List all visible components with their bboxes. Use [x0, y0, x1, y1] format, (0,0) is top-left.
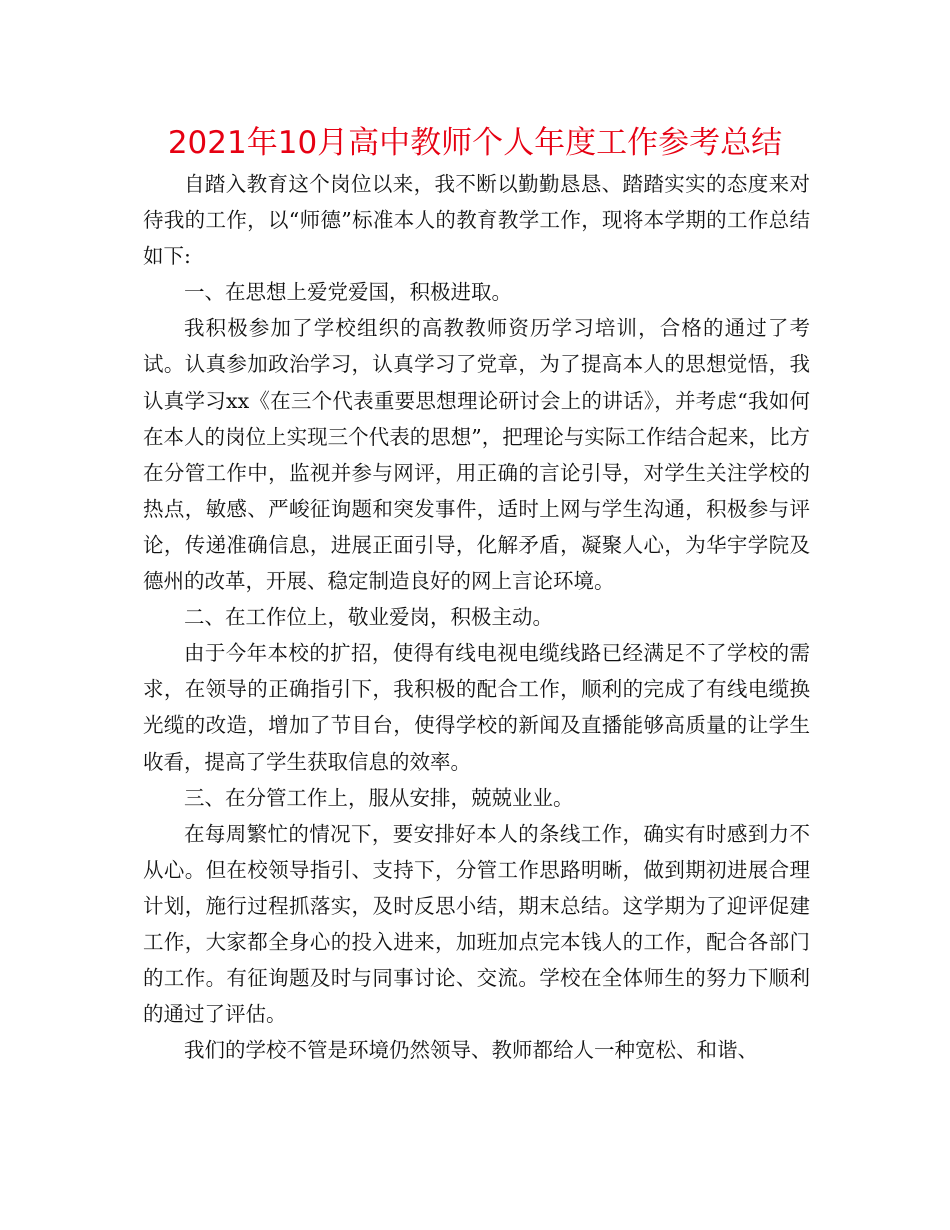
section-heading-3: 三、在分管工作上，服从安排，兢兢业业。 — [184, 785, 574, 810]
paragraph-intro: 自踏入教育这个岗位以来，我不断以勤勤恳恳、踏踏实实的态度来对待我的工作，以“师德”标准本人的教育教学工作，现将本学期的工作总结如下: — [143, 172, 810, 269]
paragraph-section-2: 由于今年本校的扩招，使得有线电视电缆线路已经满足不了学校的需求，在领导的正确指引下，我积极的配合工作，顺利的完成了有线电缆换光缆的改造，增加了节目台，使得学校的新闻及直播能够高质量的让学生收看，提高了学生获取信息的效率。 — [143, 641, 810, 774]
paragraph-section-1: 我积极参加了学校组织的高教教师资历学习培训，合格的通过了考试。认真参加政治学习，认真学习了党章，为了提高本人的思想觉悟，我认真学习xx《在三个代表重要思想理论研讨会上的讲话》，并考虑“我如何在本人的岗位上实现三个代表的思想”，把理论与实际工作结合起来，比方在分管工作中，监视并参与网评，用正确的言论引导，对学生关注学校的热点，敏感、严峻征询题和突发事件，适时上网与学生沟通，积极参与评论，传递准确信息，进展正面引导，化解矛盾，凝聚人心，为华宇学院及德州的改革，开展、稳定制造良好的网上言论环境。 — [143, 316, 810, 594]
document-title: 2021年10月高中教师个人年度工作参考总结 — [167, 125, 783, 161]
paragraph-closing: 我们的学校不管是环境仍然领导、教师都给人一种宽松、和谐、 — [184, 1038, 758, 1063]
section-heading-2: 二、在工作位上，敬业爱岗，积极主动。 — [184, 605, 553, 630]
document-body — [143, 166, 810, 1068]
paragraph-section-3: 在每周繁忙的情况下，要安排好本人的条线工作，确实有时感到力不从心。但在校领导指引、支持下，分管工作思路明晰，做到期初进展合理计划，施行过程抓落实，及时反思小结，期末总结。这学期为了迎评促建工作，大家都全身心的投入进来，加班加点完本钱人的工作，配合各部门的工作。有征询题及时与同事讨论、交流。学校在全体师生的努力下顺利的通过了评估。 — [143, 821, 810, 1027]
section-heading-1: 一、在思想上爱党爱国，积极进取。 — [184, 280, 512, 305]
